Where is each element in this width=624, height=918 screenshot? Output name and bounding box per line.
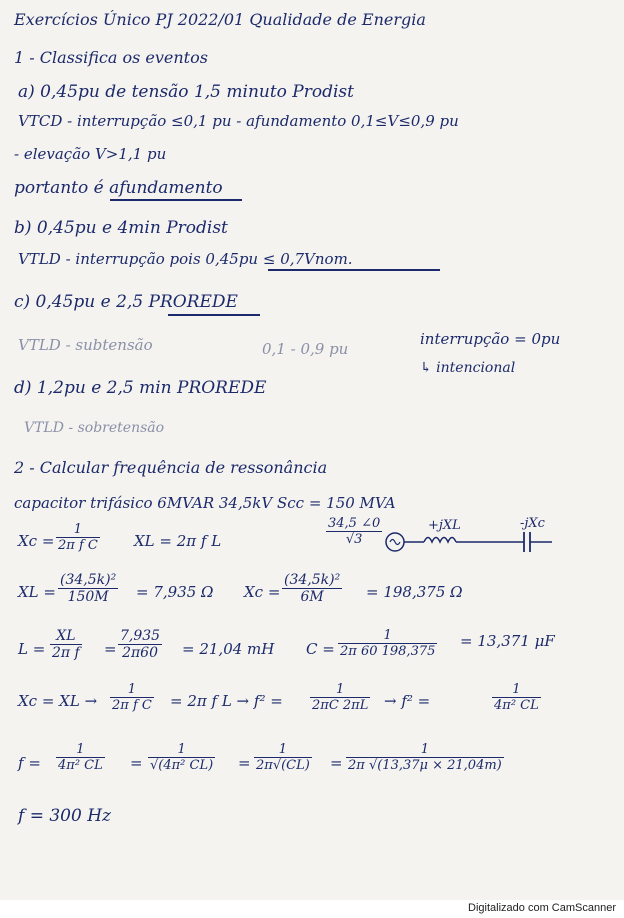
circuit-jxc: -jXc: [520, 516, 545, 531]
freq-den-1: 4π² CL: [58, 758, 103, 773]
resonance-num-3: 1: [492, 682, 541, 698]
underline-vnom: [268, 269, 440, 271]
freq-num-3: 1: [254, 742, 312, 758]
freq-den-2: √(4π² CL): [150, 758, 214, 773]
xc-calc-lhs: Xc =: [244, 583, 281, 601]
xl-calc-lhs: XL =: [18, 583, 56, 601]
c-calc-lhs: C =: [306, 640, 335, 658]
resonance-den-1: 2π f C: [112, 698, 152, 713]
l-calc-eq: =: [104, 640, 117, 658]
resonance-fraction-3: [492, 682, 541, 713]
xl-def: XL = 2π f L: [134, 532, 222, 550]
freq-num-1: 1: [56, 742, 105, 758]
freq-eq-1: =: [130, 754, 143, 772]
c-calc-den: 2π 60 198,375: [340, 644, 436, 659]
freq-eq-3: =: [330, 754, 343, 772]
freq-num-2: 1: [148, 742, 215, 758]
resonance-num-1: 1: [110, 682, 154, 698]
c-calc-fraction: [338, 628, 437, 659]
item-d-line-2: VTLD - sobretensão: [24, 420, 165, 436]
resonance-den-2: 2πC 2πL: [312, 698, 369, 713]
source-fraction: [326, 516, 382, 547]
freq-fraction-2: [148, 742, 215, 773]
xc-def-den: 2π f C: [58, 538, 98, 553]
l-calc-fraction-1: [50, 628, 82, 661]
c-calc-num: 1: [338, 628, 437, 644]
freq-eq-2: =: [238, 754, 251, 772]
l-calc-num-1: XL: [50, 628, 82, 645]
circuit-sketch: [384, 530, 574, 554]
source-num: 34,5 ∠0: [328, 516, 381, 531]
circuit-jxl: +jXL: [428, 518, 461, 533]
freq-den-4: 2π √(13,37μ × 21,04m): [348, 758, 502, 773]
l-calc-result: = 21,04 mH: [182, 640, 275, 658]
freq-lhs: f =: [18, 754, 41, 772]
resonance-den-3: 4π² CL: [494, 698, 539, 713]
xl-calc-num: (34,5k)²: [60, 572, 117, 588]
item-d-line-1: d) 1,2pu e 2,5 min PROREDE: [14, 378, 267, 398]
resonance-fraction-2: [310, 682, 370, 713]
item-b-line-1: b) 0,45pu e 4min Prodist: [14, 218, 228, 238]
xc-calc-num: (34,5k)²: [284, 572, 341, 588]
item-c-line-2: VTLD - subtensão: [18, 336, 153, 354]
item-a-line-2: VTCD - interrupção ≤0,1 pu - afundamento 0,1≤V≤0,9 pu: [18, 112, 459, 130]
l-calc-lhs: L =: [18, 640, 46, 658]
resonance-arrow: → f² =: [384, 692, 431, 710]
xc-calc-fraction: [282, 572, 342, 605]
xc-def-lhs: Xc =: [18, 532, 55, 550]
underline-afundamento: [110, 199, 242, 201]
resonance-num-2: 1: [310, 682, 370, 698]
l-calc-den-1: 2π f: [52, 645, 80, 661]
question-1-title: 1 - Classifica os eventos: [14, 48, 208, 67]
xc-calc-result: = 198,375 Ω: [366, 583, 463, 601]
freq-fraction-1: [56, 742, 105, 773]
item-c-note-1: interrupção = 0pu: [420, 330, 561, 348]
item-a-conclusion: portanto é afundamento: [14, 178, 223, 198]
scanner-watermark: Digitalizado com CamScanner: [468, 902, 616, 914]
freq-fraction-3: [254, 742, 312, 773]
item-c-range: 0,1 - 0,9 pu: [262, 340, 349, 358]
xc-def-fraction: [56, 522, 100, 553]
xc-calc-den: 6M: [300, 589, 324, 605]
item-c-line-1: c) 0,45pu e 2,5 PROREDE: [14, 292, 238, 312]
item-c-note-2: ↳ intencional: [420, 360, 516, 376]
freq-fraction-4: [346, 742, 504, 773]
l-calc-fraction-2: [118, 628, 162, 661]
final-answer: f = 300 Hz: [18, 806, 111, 826]
freq-den-3: 2π√(CL): [256, 758, 310, 773]
item-a-line-3: - elevação V>1,1 pu: [14, 145, 167, 163]
l-calc-num-2: 7,935: [120, 628, 161, 644]
footer-bar: [0, 900, 624, 918]
l-calc-den-2: 2π60: [122, 645, 159, 661]
page-header: Exercícios Único PJ 2022/01 Qualidade de Energia: [14, 10, 426, 29]
resonance-line-lhs: Xc = XL →: [18, 692, 98, 710]
xc-def-num: 1: [56, 522, 100, 538]
question-2-given: capacitor trifásico 6MVAR 34,5kV Scc = 150 MVA: [14, 494, 396, 512]
xl-calc-fraction: [58, 572, 118, 605]
c-calc-result: = 13,371 μF: [460, 632, 555, 650]
xl-calc-result: = 7,935 Ω: [136, 583, 214, 601]
source-den: √3: [345, 532, 363, 547]
xl-calc-den: 150M: [67, 589, 109, 605]
underline-prorede: [168, 314, 260, 316]
resonance-fraction-1: [110, 682, 154, 713]
freq-num-4: 1: [346, 742, 504, 758]
item-b-line-2: VTLD - interrupção pois 0,45pu ≤ 0,7Vnom.: [18, 250, 353, 268]
resonance-eq-1: = 2π f L → f² =: [170, 692, 283, 710]
question-2-title: 2 - Calcular frequência de ressonância: [14, 458, 328, 477]
item-a-line-1: a) 0,45pu de tensão 1,5 minuto Prodist: [18, 82, 354, 102]
